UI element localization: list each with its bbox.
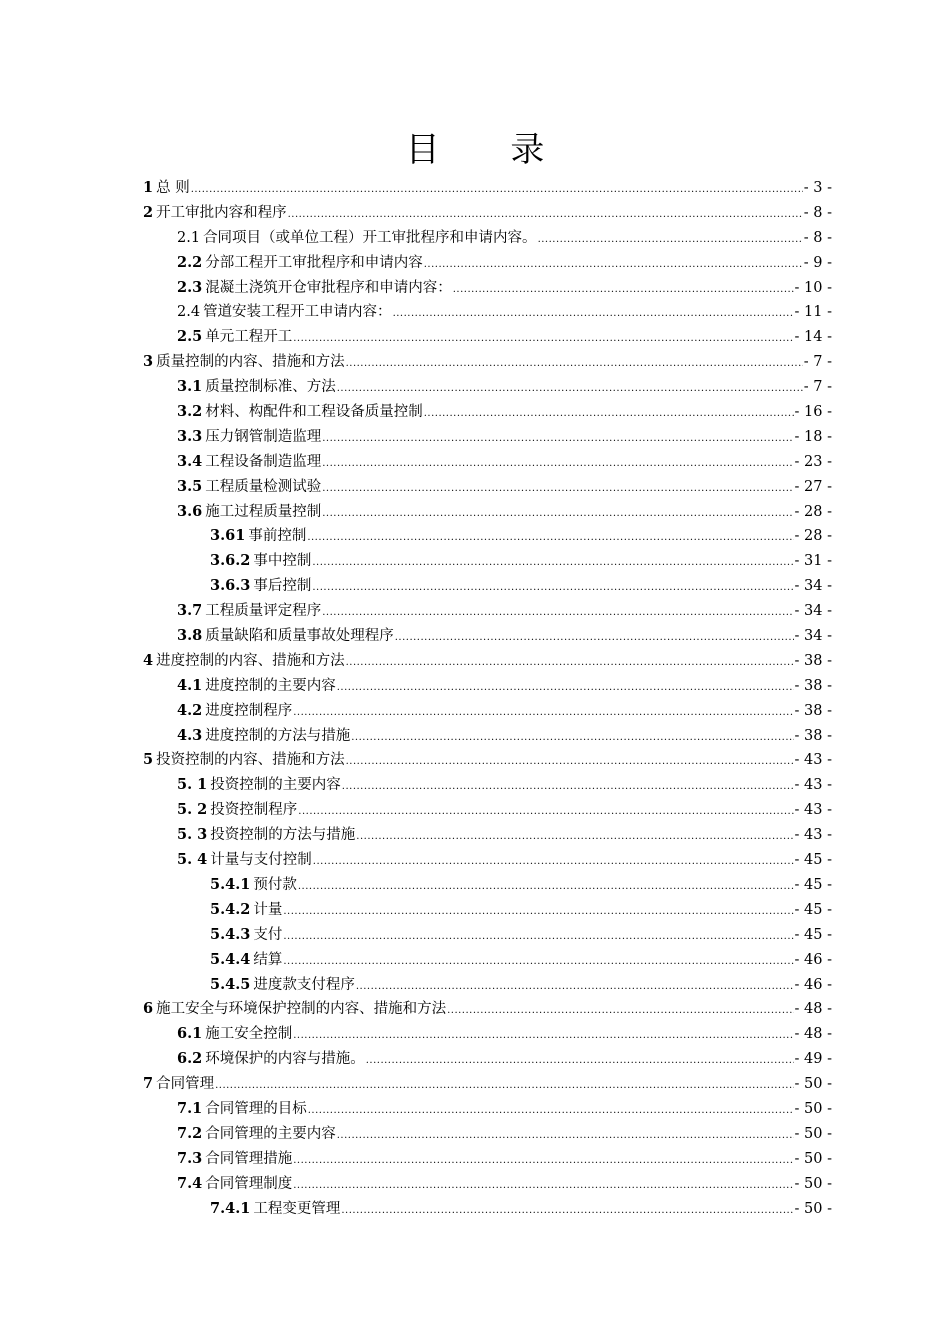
toc-entry-text: 质量控制标准、方法 [205, 379, 336, 396]
toc-entry-number: 3.61 [210, 527, 246, 545]
toc-entry[interactable] [143, 948, 832, 973]
toc-entry-number: 3.2 [177, 403, 203, 421]
toc-entry-number: 1 [143, 179, 154, 196]
toc-entry[interactable] [143, 276, 832, 301]
toc-entry-label [177, 773, 341, 798]
toc-entry-label [143, 997, 446, 1022]
toc-entry[interactable] [143, 997, 832, 1022]
toc-entry-number: 3.3 [177, 427, 203, 445]
toc-entry-number: 4.3 [177, 726, 203, 744]
toc-entry-number: 5. 1 [177, 776, 208, 794]
toc-entry-text: 合同管理的目标 [205, 1100, 307, 1117]
toc-entry-number: 5. 2 [177, 801, 208, 819]
toc-entry-text: 开工审批内容和程序 [156, 204, 287, 221]
toc-entry-label [210, 923, 282, 948]
toc-entry[interactable] [143, 1147, 832, 1172]
toc-entry-number: 3.6 [177, 502, 203, 520]
toc-leader-dots [346, 651, 794, 676]
toc-entry[interactable] [143, 1047, 832, 1072]
toc-entry-text: 材料、构配件和工程设备质量控制 [205, 404, 423, 421]
toc-entry[interactable] [143, 773, 832, 798]
toc-leader-dots [346, 352, 803, 377]
toc-entry-page: - 45 - [794, 876, 832, 893]
toc-entry-number: 5.4.4 [210, 950, 251, 968]
toc-leader-dots [298, 875, 794, 900]
toc-entry-text: 施工过程质量控制 [205, 503, 322, 520]
toc-entry-label [177, 500, 321, 525]
toc-entry-number: 3 [143, 353, 154, 371]
toc-entry-text: 合同项目（或单位工程）开工审批程序和申请内容。 [203, 229, 537, 246]
toc-entry-label [177, 1047, 365, 1072]
toc-leader-dots [322, 477, 793, 502]
toc-entry-number: 7.1 [177, 1099, 203, 1117]
toc-entry-number: 2.1 [177, 229, 201, 246]
toc-entry-label [143, 649, 345, 674]
toc-entry-page: - 31 - [794, 553, 832, 570]
toc-entry-label [177, 624, 394, 649]
toc-entry[interactable] [143, 724, 832, 749]
toc-entry[interactable] [143, 549, 832, 574]
toc-leader-dots [307, 526, 793, 551]
toc-leader-dots [341, 1199, 793, 1224]
toc-entry[interactable] [143, 699, 832, 724]
toc-entry-page: - 50 - [794, 1076, 832, 1093]
toc-entry-page: - 34 - [794, 603, 832, 620]
toc-leader-dots [453, 278, 794, 303]
toc-entry-number: 3.7 [177, 602, 203, 620]
toc-entry-text: 计量与支付控制 [210, 852, 312, 869]
toc-entry[interactable] [143, 1197, 832, 1222]
toc-entry-page: - 45 - [794, 926, 832, 943]
toc-entry-text: 进度控制程序 [205, 702, 293, 719]
toc-entry-label [177, 276, 452, 301]
toc-entry-page: - 7 - [803, 379, 832, 396]
toc-entry-page: - 50 - [794, 1175, 832, 1192]
toc-entry-number: 5.4.3 [210, 925, 251, 943]
toc-entry-page: - 43 - [794, 802, 832, 819]
toc-entry-number: 3.1 [177, 378, 203, 396]
toc-leader-dots [393, 302, 794, 327]
toc-entry-number: 2.2 [177, 253, 203, 271]
toc-entry-text: 环境保护的内容与措施。 [205, 1051, 365, 1068]
toc-entry-text: 投资控制的方法与措施 [210, 827, 356, 844]
toc-entry-page: - 48 - [794, 1026, 832, 1043]
toc-entry-page: - 45 - [794, 852, 832, 869]
toc-entry[interactable] [143, 375, 832, 400]
toc-leader-dots [308, 1099, 794, 1124]
toc-entry[interactable] [143, 574, 832, 599]
toc-entry-number: 2.3 [177, 278, 203, 296]
toc-entry-label [177, 300, 392, 325]
toc-entry-page: - 38 - [794, 677, 832, 694]
toc-entry[interactable] [143, 624, 832, 649]
toc-entry-text: 合同管理 [156, 1076, 215, 1093]
toc-entry-label [177, 823, 355, 848]
toc-entry-text: 质量控制的内容、措施和方法 [156, 354, 345, 371]
toc-entry-page: - 43 - [794, 752, 832, 769]
toc-entry-text: 事前控制 [248, 528, 307, 545]
toc-leader-dots [356, 975, 794, 1000]
toc-entry-number: 6 [143, 1000, 154, 1018]
toc-entry-number: 7.4.1 [210, 1199, 251, 1217]
toc-leader-dots [337, 1124, 794, 1149]
toc-entry-label [177, 325, 292, 350]
toc-leader-dots [337, 676, 794, 701]
toc-entry-number: 2.5 [177, 328, 203, 346]
toc-entry-text: 合同管理制度 [205, 1175, 293, 1192]
toc-leader-dots [312, 576, 793, 601]
toc-leader-dots [293, 1149, 793, 1174]
toc-entry-label [177, 724, 350, 749]
toc-leader-dots [293, 1024, 793, 1049]
toc-entry-page: - 50 - [794, 1125, 832, 1142]
toc-entry-text: 投资控制的内容、措施和方法 [156, 752, 345, 769]
toc-leader-dots [447, 999, 793, 1024]
toc-entry-text: 混凝土浇筑开仓审批程序和申请内容： [205, 279, 452, 296]
toc-entry-text: 支付 [253, 926, 283, 943]
toc-entry[interactable] [143, 1122, 832, 1147]
toc-title: 目 录 [405, 130, 575, 170]
toc-entry-text: 预付款 [253, 876, 297, 893]
toc-entry-label [210, 873, 297, 898]
toc-entry-label [177, 400, 423, 425]
toc-entry-page: - 34 - [794, 578, 832, 595]
toc-leader-dots [356, 825, 793, 850]
toc-entry[interactable] [143, 973, 832, 998]
toc-entry-page: - 43 - [794, 827, 832, 844]
toc-entry-number: 5.4.1 [210, 875, 251, 893]
toc-entry-number: 3.5 [177, 477, 203, 495]
toc-entry-page: - 34 - [794, 628, 832, 645]
toc-entry-page: - 45 - [794, 901, 832, 918]
toc-entry-label [177, 1097, 307, 1122]
toc-entry-page: - 46 - [794, 976, 832, 993]
toc-leader-dots [298, 800, 793, 825]
toc-entry-label [177, 450, 321, 475]
toc-entry-number: 5.4.2 [210, 900, 251, 918]
toc-entry[interactable] [143, 923, 832, 948]
toc-entry-label [210, 898, 282, 923]
toc-leader-dots [538, 228, 803, 253]
toc-entry-page: - 8 - [803, 204, 832, 221]
toc-entry[interactable] [143, 798, 832, 823]
toc-entry-label [177, 848, 312, 873]
toc-leader-dots [293, 701, 793, 726]
toc-entry-text: 单元工程开工 [205, 329, 293, 346]
toc-entry-label [210, 948, 282, 973]
toc-leader-dots [366, 1049, 794, 1074]
toc-leader-dots [312, 551, 793, 576]
toc-entry-page: - 38 - [794, 727, 832, 744]
toc-entry[interactable] [143, 500, 832, 525]
toc-entry-page: - 28 - [794, 528, 832, 545]
toc-entry[interactable] [143, 1172, 832, 1197]
toc-entry[interactable] [143, 325, 832, 350]
toc-entry-label [177, 226, 537, 251]
toc-leader-dots [342, 775, 794, 800]
toc-entry[interactable] [143, 425, 832, 450]
toc-entry-page: - 11 - [794, 304, 832, 321]
toc-entry[interactable] [143, 524, 832, 549]
toc-entry-text: 进度控制的主要内容 [205, 677, 336, 694]
toc-leader-dots [322, 452, 793, 477]
toc-entry-page: - 14 - [794, 329, 832, 346]
toc-leader-dots [351, 726, 793, 751]
toc-entry-label [177, 1122, 336, 1147]
toc-leader-dots [424, 402, 794, 427]
toc-entry-text: 结算 [253, 951, 283, 968]
toc-entry-label [210, 549, 311, 574]
toc-entry-page: - 10 - [794, 279, 832, 296]
toc-entry[interactable] [143, 300, 832, 325]
toc-entry[interactable] [143, 1072, 832, 1097]
toc-entry-number: 6.1 [177, 1025, 203, 1043]
toc-entry[interactable] [143, 898, 832, 923]
toc-entry-label [177, 251, 423, 276]
toc-entry-text: 工程设备制造监理 [205, 453, 322, 470]
toc-entry[interactable] [143, 649, 832, 674]
toc-entry-page: - 18 - [794, 428, 832, 445]
toc-entry[interactable] [143, 748, 832, 773]
toc-entry-number: 2 [143, 203, 154, 221]
toc-entry[interactable] [143, 1022, 832, 1047]
toc-list [143, 176, 832, 1221]
toc-entry[interactable] [143, 823, 832, 848]
toc-entry-number: 3.8 [177, 627, 203, 645]
toc-entry-text: 投资控制的主要内容 [210, 777, 341, 794]
toc-entry-number: 5 [143, 751, 154, 769]
toc-entry-label [143, 201, 287, 226]
toc-entry-number: 7.2 [177, 1124, 203, 1142]
toc-entry-number: 3.6.2 [210, 552, 251, 570]
toc-leader-dots [322, 502, 793, 527]
toc-entry-page: - 16 - [794, 404, 832, 421]
toc-entry-text: 工程质量评定程序 [205, 603, 322, 620]
toc-leader-dots [283, 950, 793, 975]
toc-entry-page: - 27 - [794, 478, 832, 495]
toc-entry-label [177, 599, 321, 624]
toc-leader-dots [293, 1174, 793, 1199]
toc-entry-page: - 7 - [803, 354, 832, 371]
toc-entry-label [177, 1022, 292, 1047]
toc-entry-label [177, 1147, 292, 1172]
toc-entry-label [177, 798, 297, 823]
toc-entry[interactable] [143, 848, 832, 873]
toc-entry-label [177, 1172, 292, 1197]
toc-entry-text: 总 则 [156, 180, 190, 196]
toc-entry[interactable] [143, 599, 832, 624]
toc-entry-page: - 8 - [803, 229, 832, 246]
toc-entry-text: 工程变更管理 [253, 1200, 341, 1217]
toc-leader-dots [337, 377, 803, 402]
toc-entry-number: 7.4 [177, 1174, 203, 1192]
toc-entry-text: 事后控制 [253, 578, 312, 595]
toc-entry[interactable] [143, 350, 832, 375]
toc-entry-text: 施工安全与环境保护控制的内容、措施和方法 [156, 1001, 447, 1018]
toc-entry-page: - 9 - [803, 254, 832, 271]
toc-entry-label [143, 176, 190, 201]
toc-entry-label [210, 973, 355, 998]
toc-entry-page: - 38 - [794, 702, 832, 719]
toc-entry-page: - 50 - [794, 1150, 832, 1167]
toc-leader-dots [424, 253, 803, 278]
toc-entry-text: 进度控制的方法与措施 [205, 727, 351, 744]
toc-leader-dots [395, 626, 794, 651]
toc-entry-page: - 43 - [794, 777, 832, 794]
toc-entry-text: 压力钢管制造监理 [205, 428, 322, 445]
toc-entry-page: - 48 - [794, 1001, 832, 1018]
toc-entry-text: 工程质量检测试验 [205, 478, 322, 495]
toc-entry[interactable] [143, 674, 832, 699]
toc-leader-dots [293, 327, 793, 352]
toc-entry-text: 管道安装工程开工申请内容： [203, 304, 392, 321]
toc-entry-label [143, 748, 345, 773]
toc-entry-text: 事中控制 [253, 553, 312, 570]
toc-entry-label [143, 1072, 214, 1097]
toc-leader-dots [346, 750, 794, 775]
toc-entry[interactable] [143, 251, 832, 276]
toc-leader-dots [283, 900, 793, 925]
toc-entry-text: 投资控制程序 [210, 802, 298, 819]
toc-entry[interactable] [143, 450, 832, 475]
toc-leader-dots [322, 427, 793, 452]
toc-entry-label [177, 674, 336, 699]
toc-entry-page: - 46 - [794, 951, 832, 968]
toc-entry-text: 计量 [253, 901, 283, 918]
toc-entry-text: 施工安全控制 [205, 1026, 293, 1043]
toc-entry-text: 质量缺陷和质量事故处理程序 [205, 628, 394, 645]
toc-entry-text: 分部工程开工审批程序和申请内容 [205, 254, 423, 271]
toc-entry-label [210, 574, 311, 599]
toc-entry-number: 7 [143, 1075, 154, 1093]
toc-entry[interactable] [143, 475, 832, 500]
toc-entry-label [210, 524, 306, 549]
toc-entry-label [143, 350, 345, 375]
toc-entry-number: 6.2 [177, 1050, 203, 1068]
toc-entry[interactable] [143, 226, 832, 251]
toc-entry-number: 4.2 [177, 701, 203, 719]
toc-leader-dots [283, 925, 793, 950]
toc-entry-number: 5.4.5 [210, 975, 251, 993]
toc-entry-page: - 49 - [794, 1051, 832, 1068]
toc-entry-page: - 3 - [803, 180, 832, 196]
toc-entry-text: 进度款支付程序 [253, 976, 355, 993]
toc-entry[interactable] [143, 176, 832, 201]
toc-entry-text: 合同管理的主要内容 [205, 1125, 336, 1142]
toc-entry-number: 3.6.3 [210, 577, 251, 595]
toc-entry[interactable] [143, 1097, 832, 1122]
toc-entry-number: 2.4 [177, 304, 201, 321]
toc-leader-dots [322, 601, 793, 626]
toc-entry-number: 4.1 [177, 676, 203, 694]
toc-entry-label [177, 699, 292, 724]
toc-entry-label [177, 475, 321, 500]
toc-leader-dots [313, 850, 794, 875]
toc-entry-text: 合同管理措施 [205, 1150, 293, 1167]
toc-entry[interactable] [143, 873, 832, 898]
toc-entry-page: - 50 - [794, 1200, 832, 1217]
toc-entry-number: 5. 3 [177, 826, 208, 844]
toc-entry-number: 7.3 [177, 1149, 203, 1167]
toc-entry-number: 3.4 [177, 452, 203, 470]
toc-leader-dots [191, 178, 803, 203]
toc-entry-text: 进度控制的内容、措施和方法 [156, 652, 345, 669]
toc-leader-dots [215, 1074, 793, 1099]
toc-entry[interactable] [143, 201, 832, 226]
toc-entry-page: - 50 - [794, 1100, 832, 1117]
toc-leader-dots [288, 203, 803, 228]
toc-entry-label [177, 425, 321, 450]
toc-entry-page: - 38 - [794, 652, 832, 669]
toc-entry[interactable] [143, 400, 832, 425]
toc-entry-label [177, 375, 336, 400]
toc-entry-page: - 28 - [794, 503, 832, 520]
toc-entry-page: - 23 - [794, 453, 832, 470]
toc-entry-number: 4 [143, 651, 154, 669]
toc-entry-label [210, 1197, 340, 1222]
toc-entry-number: 5. 4 [177, 851, 208, 869]
